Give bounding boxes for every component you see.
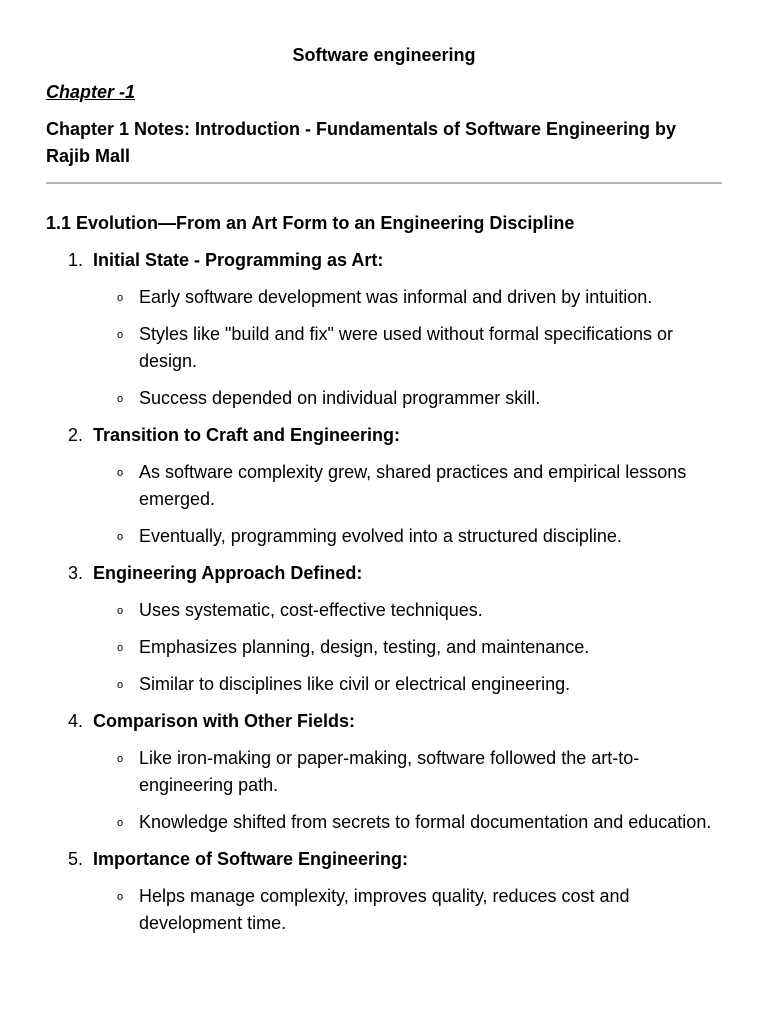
topic-item [46, 708, 722, 836]
point-text: Similar to disciplines like civil or electrical engineering. [139, 674, 571, 694]
topic-title: Initial State - Programming as Art: [93, 250, 384, 270]
topic-item [46, 560, 722, 698]
topic-item [46, 422, 722, 550]
hollow-circle-bullet-icon: o [117, 605, 124, 617]
topic-points-list [93, 883, 722, 937]
list-item [93, 523, 722, 550]
topic-number: 2. [68, 425, 84, 445]
topic-number: 4. [68, 711, 84, 731]
topic-number: 5. [68, 849, 84, 869]
list-item [93, 809, 722, 836]
point-text: Success depended on individual programmer skill. [139, 388, 541, 408]
hollow-circle-bullet-icon: o [117, 817, 124, 829]
list-item [93, 284, 722, 311]
topic-points-list [93, 597, 722, 698]
topic-item [46, 846, 722, 937]
point-text: Emphasizes planning, design, testing, and maintenance. [139, 637, 590, 657]
notes-heading: Chapter 1 Notes: Introduction - Fundamentals of Software Engineering by Rajib Mall [46, 119, 677, 166]
list-item [93, 597, 722, 624]
chapter-label: Chapter -1 [46, 82, 136, 102]
point-text: Eventually, programming evolved into a structured discipline. [139, 526, 622, 546]
hollow-circle-bullet-icon: o [117, 642, 124, 654]
point-text: Knowledge shifted from secrets to formal documentation and education. [139, 812, 712, 832]
hollow-circle-bullet-icon: o [117, 679, 124, 691]
topic-title: Transition to Craft and Engineering: [93, 425, 401, 445]
list-item [93, 634, 722, 661]
list-item [93, 321, 722, 375]
list-item [93, 385, 722, 412]
topics-list [46, 247, 722, 937]
topic-points-list [93, 459, 722, 550]
section-heading: 1.1 Evolution—From an Art Form to an Engineering Discipline [46, 213, 575, 233]
topic-title: Engineering Approach Defined: [93, 563, 363, 583]
list-item [93, 459, 722, 513]
topic-title: Importance of Software Engineering: [93, 849, 409, 869]
hollow-circle-bullet-icon: o [117, 393, 124, 405]
point-text: As software complexity grew, shared practices and empirical lessons emerged. [139, 462, 687, 509]
topic-number: 1. [68, 250, 84, 270]
topic-points-list [93, 745, 722, 836]
horizontal-divider [46, 182, 722, 184]
hollow-circle-bullet-icon: o [117, 467, 124, 479]
topic-title: Comparison with Other Fields: [93, 711, 356, 731]
hollow-circle-bullet-icon: o [117, 329, 124, 341]
list-item [93, 671, 722, 698]
topic-number: 3. [68, 563, 84, 583]
list-item [93, 745, 722, 799]
list-item [93, 883, 722, 937]
point-text: Early software development was informal and driven by intuition. [139, 287, 653, 307]
point-text: Styles like "build and fix" were used without formal specifications or design. [139, 324, 674, 371]
point-text: Helps manage complexity, improves quality, reduces cost and development time. [139, 886, 630, 933]
topic-item [46, 247, 722, 412]
point-text: Like iron-making or paper-making, software followed the art-to-engineering path. [139, 748, 640, 795]
hollow-circle-bullet-icon: o [117, 292, 124, 304]
topic-points-list [93, 284, 722, 412]
point-text: Uses systematic, cost-effective techniques. [139, 600, 483, 620]
document-title: Software engineering [292, 45, 476, 65]
hollow-circle-bullet-icon: o [117, 891, 124, 903]
hollow-circle-bullet-icon: o [117, 531, 124, 543]
hollow-circle-bullet-icon: o [117, 753, 124, 765]
